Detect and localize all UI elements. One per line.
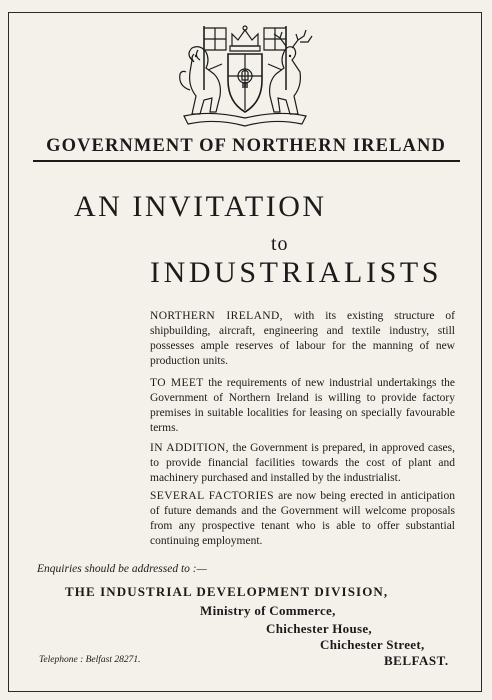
paragraph-labour (150, 309, 455, 369)
ministry-name: Ministry of Commerce, (200, 603, 336, 618)
paragraph-text: with its existing structure of shipbuilding, aircraft, engineering and textile industry, still possesses ample reserves of labour for the manning of new production units. (150, 310, 455, 367)
coat-of-arms-icon (170, 20, 320, 128)
paragraph-lead: SEVERAL FACTORIES (150, 490, 274, 502)
paragraph-lead: TO MEET (150, 377, 204, 389)
government-heading: GOVERNMENT OF NORTHERN IRELAND (46, 136, 446, 156)
telephone-line: Telephone : Belfast 28271. (39, 655, 141, 665)
paragraph-lead: IN ADDITION, (150, 442, 229, 454)
title-line-2: to (271, 233, 289, 255)
enquiries-line: Enquiries should be addressed to :— (37, 563, 207, 575)
paragraph-text: the Government is prepared, in approved cases, to provide financial facilities towards the cost of plant and machinery purchased and installed by the industrialist. (150, 442, 456, 484)
title-line-1: AN INVITATION (74, 190, 327, 223)
title-line-3: INDUSTRIALISTS (150, 256, 443, 289)
paragraph-text: the requirements of new industrial undertakings the Government of Northern Ireland is willing to provide factory premises in suitable localities for leasing on specially favourable terms. (150, 377, 455, 434)
division-name: THE INDUSTRIAL DEVELOPMENT DIVISION, (65, 584, 389, 599)
address-city: BELFAST. (384, 653, 449, 668)
address-house: Chichester House, (266, 621, 372, 636)
address-street: Chichester Street, (320, 637, 425, 652)
paragraph-premises (150, 376, 455, 436)
heading-rule (33, 160, 460, 162)
paragraph-text: are now being erected in anticipation of future demands and the Government will welcome proposals from any prospective tenant who is able to offer substantial continuing employment. (150, 490, 455, 547)
paragraph-finance (150, 441, 455, 486)
paragraph-lead: NORTHERN IRELAND, (150, 310, 283, 322)
paragraph-factories (150, 489, 455, 549)
